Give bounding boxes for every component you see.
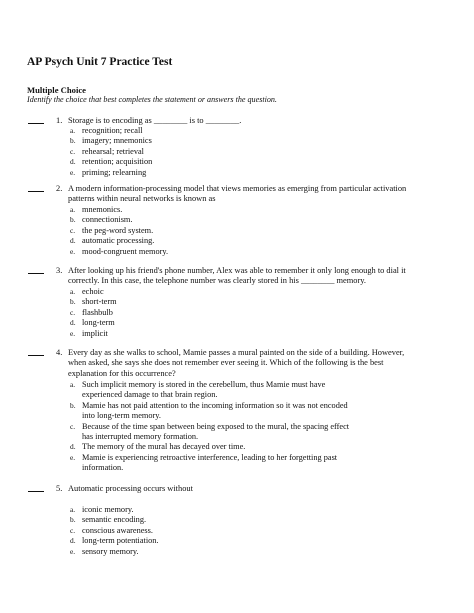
option-text-line: imagery; mnemonics: [82, 136, 152, 146]
question-stem-line: explanation for this occurrence?: [68, 368, 176, 378]
option-letter: d.: [70, 318, 76, 328]
option-letter: a.: [70, 205, 76, 214]
option-letter: b.: [70, 297, 76, 307]
section-instructions: Identify the choice that best completes the statement or answers the question.: [27, 95, 277, 104]
option-letter: c.: [70, 421, 76, 431]
option-text-line: mood-congruent memory.: [82, 246, 169, 256]
option-text-line: sensory memory.: [82, 546, 139, 556]
answer-blank[interactable]: [28, 491, 44, 492]
option-text-line: into long-term memory.: [82, 411, 161, 421]
option-text: [82, 168, 146, 178]
option-text-line: experienced damage to that brain region.: [82, 390, 218, 400]
option-letter: c.: [70, 225, 76, 235]
option-letter: c.: [70, 146, 76, 156]
option-letter: e.: [70, 546, 76, 556]
option-text: [82, 422, 349, 443]
question-number: 2.: [56, 184, 63, 193]
answer-blank[interactable]: [28, 123, 44, 124]
answer-blank[interactable]: [28, 191, 44, 192]
option-text: [82, 515, 146, 525]
option-text-line: short-term: [82, 297, 117, 307]
option-text: [82, 329, 108, 339]
option-text-line: the peg-word system.: [82, 225, 154, 235]
option-text-line: long-term potentiation.: [82, 536, 159, 546]
question-stem-line: correctly. In this case, the telephone number was clearly stored in his ________ memory.: [68, 276, 366, 286]
option-text-line: connectionism.: [82, 215, 133, 225]
option-text-line: recognition; recall: [82, 126, 143, 135]
option-text: [82, 226, 153, 236]
option-text-line: Mamie is experiencing retroactive interference, leading to her forgetting past: [82, 452, 338, 462]
option-letter: b.: [70, 400, 76, 410]
option-text: [82, 126, 143, 136]
question-stem-line: Every day as she walks to school, Mamie passes a mural painted on the side of a building. However,: [68, 348, 405, 357]
question-stem-line: when asked, she says she does not remember ever seeing it. Which of the following is the best: [68, 358, 384, 368]
option-letter: b.: [70, 215, 76, 225]
option-text-line: priming; relearning: [82, 167, 147, 177]
option-letter: e.: [70, 328, 76, 338]
option-text: [82, 157, 152, 167]
option-text: [82, 147, 144, 157]
option-text: [82, 536, 159, 546]
option-letter: c.: [70, 525, 76, 535]
option-text: [82, 297, 117, 307]
option-letter: e.: [70, 452, 76, 462]
answer-blank[interactable]: [28, 273, 44, 274]
option-text-line: has interrupted memory formation.: [82, 431, 199, 441]
option-text-line: Mamie has not paid attention to the incoming information so it was not encoded: [82, 400, 348, 410]
option-letter: d.: [70, 536, 76, 546]
question-stem-line: Automatic processing occurs without: [68, 484, 193, 493]
option-text-line: conscious awareness.: [82, 525, 153, 535]
option-text: [82, 205, 122, 215]
option-text: [82, 287, 104, 297]
option-text: [82, 442, 245, 452]
option-text: [82, 308, 113, 318]
question-stem-line: After looking up his friend's phone number, Alex was able to remember it only long enough to dial it: [68, 266, 406, 275]
option-text: [82, 318, 115, 328]
option-letter: a.: [70, 287, 76, 296]
option-letter: d.: [70, 442, 76, 452]
option-letter: b.: [70, 136, 76, 146]
option-text-line: information.: [82, 463, 124, 473]
option-letter: e.: [70, 246, 76, 256]
option-text: [82, 136, 152, 146]
option-text: [82, 215, 132, 225]
option-letter: c.: [70, 307, 76, 317]
option-text-line: The memory of the mural has decayed over time.: [82, 442, 246, 452]
option-text: [82, 236, 154, 246]
question-stem-line: A modern information-processing model that views memories as emerging from particular activation: [68, 184, 407, 193]
option-text-line: Because of the time span between being exposed to the mural, the spacing effect: [82, 421, 350, 431]
question-stem: [68, 116, 453, 126]
option-text-line: rehearsal; retrieval: [82, 146, 144, 156]
option-text-line: automatic processing.: [82, 236, 155, 246]
option-text: [82, 401, 348, 422]
option-letter: a.: [70, 505, 76, 514]
question-number: 3.: [56, 266, 63, 275]
page-title: AP Psych Unit 7 Practice Test: [27, 56, 173, 68]
option-text-line: semantic encoding.: [82, 515, 147, 525]
option-text-line: Such implicit memory is stored in the cerebellum, thus Mamie must have: [82, 380, 326, 389]
option-text-line: mnemonics.: [82, 205, 123, 214]
question-stem: [68, 348, 453, 379]
option-text: [82, 380, 325, 401]
option-text: [82, 453, 337, 474]
question-number: 5.: [56, 484, 63, 493]
question-stem-line: Storage is to encoding as ________ is to ________.: [68, 116, 242, 125]
question-number: 1.: [56, 116, 63, 125]
option-letter: b.: [70, 515, 76, 525]
option-text-line: implicit: [82, 328, 108, 338]
option-text: [82, 526, 153, 536]
option-letter: d.: [70, 236, 76, 246]
option-text: [82, 505, 134, 515]
option-text: [82, 547, 139, 557]
option-text-line: echoic: [82, 287, 104, 296]
option-text-line: iconic memory.: [82, 505, 134, 514]
option-text-line: flashbulb: [82, 307, 113, 317]
option-letter: d.: [70, 157, 76, 167]
section-heading: Multiple Choice: [27, 85, 86, 95]
question-number: 4.: [56, 348, 63, 357]
option-letter: a.: [70, 380, 76, 389]
option-text: [82, 247, 168, 257]
question-stem: [68, 266, 453, 287]
question-stem: [68, 184, 453, 205]
option-text-line: retention; acquisition: [82, 157, 153, 167]
answer-blank[interactable]: [28, 355, 44, 356]
option-letter: a.: [70, 126, 76, 135]
question-stem: [68, 484, 453, 494]
question-stem-line: patterns within neural networks is known as: [68, 194, 216, 204]
option-letter: e.: [70, 167, 76, 177]
option-text-line: long-term: [82, 318, 115, 328]
